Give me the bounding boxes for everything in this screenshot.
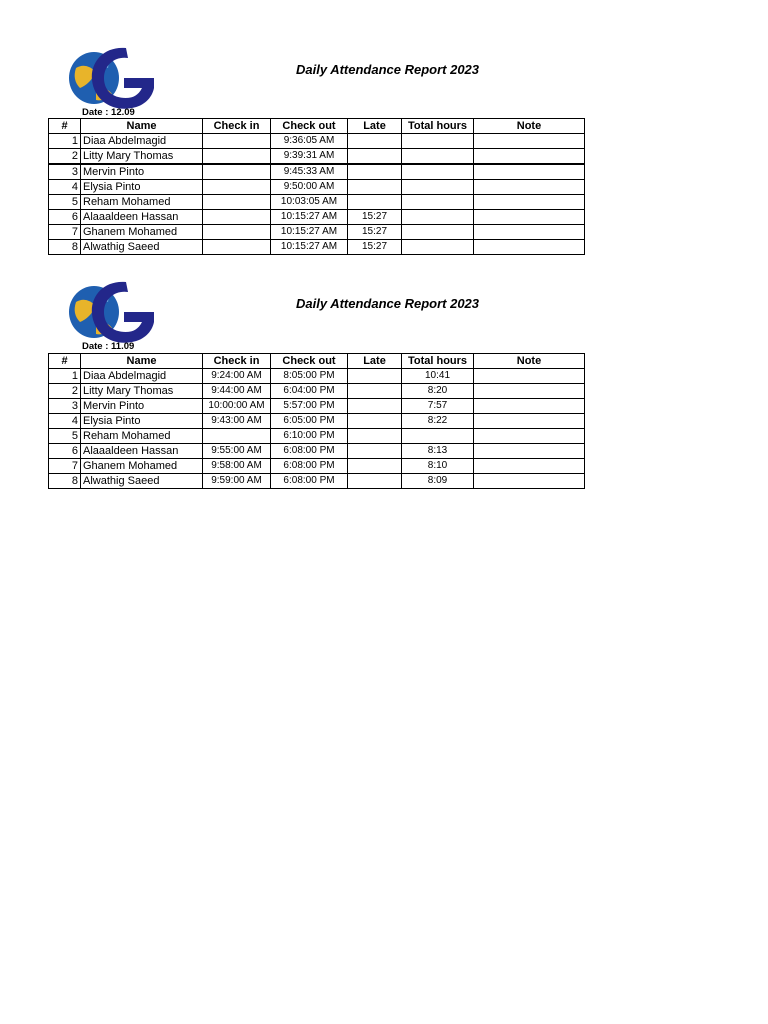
- row-number-cell: 5: [49, 429, 81, 444]
- employee-name-cell: Litty Mary Thomas: [81, 149, 203, 165]
- total-hours-cell: 7:57: [402, 399, 474, 414]
- employee-name-cell: Mervin Pinto: [81, 399, 203, 414]
- col-header-number: #: [49, 119, 81, 134]
- late-cell: [348, 195, 402, 210]
- total-hours-cell: [402, 210, 474, 225]
- note-cell: [474, 459, 585, 474]
- total-hours-cell: [402, 240, 474, 255]
- report-title: Daily Attendance Report 2023: [296, 62, 480, 77]
- table-row: [49, 195, 585, 210]
- check-in-cell: [203, 180, 271, 195]
- row-number-cell: 8: [49, 240, 81, 255]
- note-cell: [474, 149, 585, 165]
- employee-name-cell: Reham Mohamed: [81, 195, 203, 210]
- employee-name-cell: Reham Mohamed: [81, 429, 203, 444]
- table-row: [49, 384, 585, 399]
- row-number-cell: 5: [49, 195, 81, 210]
- note-cell: [474, 384, 585, 399]
- col-header-check-out: Check out: [271, 119, 348, 134]
- report-date: Date : 12.09: [82, 107, 135, 118]
- table-row: [49, 429, 585, 444]
- check-in-cell: [203, 164, 271, 180]
- table-row: [49, 474, 585, 489]
- check-out-cell: 6:08:00 PM: [271, 444, 348, 459]
- table-row: [49, 369, 585, 384]
- late-cell: 15:27: [348, 210, 402, 225]
- check-in-cell: [203, 195, 271, 210]
- note-cell: [474, 444, 585, 459]
- check-out-cell: 9:39:31 AM: [271, 149, 348, 165]
- table-row: [49, 444, 585, 459]
- employee-name-cell: Elysia Pinto: [81, 180, 203, 195]
- late-cell: [348, 459, 402, 474]
- check-out-cell: 6:08:00 PM: [271, 459, 348, 474]
- table-row: [49, 134, 585, 149]
- check-in-cell: 9:44:00 AM: [203, 384, 271, 399]
- employee-name-cell: Mervin Pinto: [81, 164, 203, 180]
- check-in-cell: 9:55:00 AM: [203, 444, 271, 459]
- total-hours-cell: [402, 164, 474, 180]
- employee-name-cell: Alwathig Saeed: [81, 240, 203, 255]
- note-cell: [474, 210, 585, 225]
- row-number-cell: 3: [49, 399, 81, 414]
- table-row: [49, 225, 585, 240]
- table-body: [49, 369, 585, 489]
- check-in-cell: 9:24:00 AM: [203, 369, 271, 384]
- table-header-row: [49, 119, 585, 134]
- row-number-cell: 6: [49, 444, 81, 459]
- row-number-cell: 7: [49, 459, 81, 474]
- check-in-cell: [203, 134, 271, 149]
- total-hours-cell: 8:09: [402, 474, 474, 489]
- table-row: [49, 149, 585, 165]
- col-header-check-out: Check out: [271, 354, 348, 369]
- check-in-cell: 10:00:00 AM: [203, 399, 271, 414]
- row-number-cell: 1: [49, 369, 81, 384]
- check-out-cell: 6:04:00 PM: [271, 384, 348, 399]
- report-title: Daily Attendance Report 2023: [296, 296, 480, 311]
- check-in-cell: [203, 149, 271, 165]
- col-header-number: #: [49, 354, 81, 369]
- table-header-row: [49, 354, 585, 369]
- col-header-late: Late: [348, 354, 402, 369]
- check-out-cell: 6:05:00 PM: [271, 414, 348, 429]
- col-header-check-in: Check in: [203, 119, 271, 134]
- row-number-cell: 1: [49, 134, 81, 149]
- note-cell: [474, 399, 585, 414]
- late-cell: [348, 414, 402, 429]
- check-out-cell: 9:36:05 AM: [271, 134, 348, 149]
- row-number-cell: 2: [49, 384, 81, 399]
- col-header-name: Name: [81, 119, 203, 134]
- row-number-cell: 2: [49, 149, 81, 165]
- note-cell: [474, 195, 585, 210]
- check-out-cell: 8:05:00 PM: [271, 369, 348, 384]
- note-cell: [474, 474, 585, 489]
- check-out-cell: 6:08:00 PM: [271, 474, 348, 489]
- check-in-cell: [203, 210, 271, 225]
- company-logo-icon: [66, 42, 158, 114]
- late-cell: 15:27: [348, 240, 402, 255]
- check-in-cell: [203, 240, 271, 255]
- total-hours-cell: [402, 429, 474, 444]
- row-number-cell: 7: [49, 225, 81, 240]
- row-number-cell: 3: [49, 164, 81, 180]
- late-cell: [348, 384, 402, 399]
- late-cell: [348, 164, 402, 180]
- total-hours-cell: 8:13: [402, 444, 474, 459]
- row-number-cell: 4: [49, 180, 81, 195]
- col-header-total-hours: Total hours: [402, 354, 474, 369]
- late-cell: [348, 399, 402, 414]
- employee-name-cell: Alaaaldeen Hassan: [81, 210, 203, 225]
- check-out-cell: 9:50:00 AM: [271, 180, 348, 195]
- employee-name-cell: Ghanem Mohamed: [81, 459, 203, 474]
- table-row: [49, 399, 585, 414]
- late-cell: 15:27: [348, 225, 402, 240]
- late-cell: [348, 369, 402, 384]
- company-logo-icon: [66, 276, 158, 348]
- employee-name-cell: Diaa Abdelmagid: [81, 134, 203, 149]
- col-header-total-hours: Total hours: [402, 119, 474, 134]
- note-cell: [474, 225, 585, 240]
- col-header-check-in: Check in: [203, 354, 271, 369]
- table-body: [49, 134, 585, 255]
- check-out-cell: 9:45:33 AM: [271, 164, 348, 180]
- total-hours-cell: [402, 149, 474, 165]
- late-cell: [348, 429, 402, 444]
- employee-name-cell: Elysia Pinto: [81, 414, 203, 429]
- employee-name-cell: Diaa Abdelmagid: [81, 369, 203, 384]
- check-in-cell: 9:59:00 AM: [203, 474, 271, 489]
- total-hours-cell: 8:10: [402, 459, 474, 474]
- total-hours-cell: 8:20: [402, 384, 474, 399]
- check-in-cell: 9:58:00 AM: [203, 459, 271, 474]
- total-hours-cell: [402, 180, 474, 195]
- total-hours-cell: 10:41: [402, 369, 474, 384]
- note-cell: [474, 240, 585, 255]
- note-cell: [474, 134, 585, 149]
- row-number-cell: 4: [49, 414, 81, 429]
- col-header-note: Note: [474, 119, 585, 134]
- check-out-cell: 10:15:27 AM: [271, 225, 348, 240]
- late-cell: [348, 180, 402, 195]
- check-out-cell: 10:15:27 AM: [271, 240, 348, 255]
- note-cell: [474, 429, 585, 444]
- note-cell: [474, 369, 585, 384]
- employee-name-cell: Alaaaldeen Hassan: [81, 444, 203, 459]
- table-row: [49, 240, 585, 255]
- note-cell: [474, 164, 585, 180]
- table-row: [49, 180, 585, 195]
- report-date: Date : 11.09: [82, 341, 135, 352]
- check-out-cell: 10:03:05 AM: [271, 195, 348, 210]
- total-hours-cell: [402, 225, 474, 240]
- note-cell: [474, 414, 585, 429]
- check-in-cell: [203, 225, 271, 240]
- row-number-cell: 6: [49, 210, 81, 225]
- attendance-table: [48, 118, 585, 255]
- employee-name-cell: Alwathig Saeed: [81, 474, 203, 489]
- employee-name-cell: Ghanem Mohamed: [81, 225, 203, 240]
- total-hours-cell: [402, 195, 474, 210]
- note-cell: [474, 180, 585, 195]
- attendance-table: [48, 353, 585, 489]
- table-row: [49, 459, 585, 474]
- table-row: [49, 164, 585, 180]
- table-row: [49, 210, 585, 225]
- late-cell: [348, 444, 402, 459]
- col-header-name: Name: [81, 354, 203, 369]
- employee-name-cell: Litty Mary Thomas: [81, 384, 203, 399]
- total-hours-cell: [402, 134, 474, 149]
- late-cell: [348, 134, 402, 149]
- row-number-cell: 8: [49, 474, 81, 489]
- check-in-cell: [203, 429, 271, 444]
- check-out-cell: 6:10:00 PM: [271, 429, 348, 444]
- check-out-cell: 10:15:27 AM: [271, 210, 348, 225]
- check-out-cell: 5:57:00 PM: [271, 399, 348, 414]
- col-header-note: Note: [474, 354, 585, 369]
- col-header-late: Late: [348, 119, 402, 134]
- late-cell: [348, 474, 402, 489]
- total-hours-cell: 8:22: [402, 414, 474, 429]
- check-in-cell: 9:43:00 AM: [203, 414, 271, 429]
- late-cell: [348, 149, 402, 165]
- table-row: [49, 414, 585, 429]
